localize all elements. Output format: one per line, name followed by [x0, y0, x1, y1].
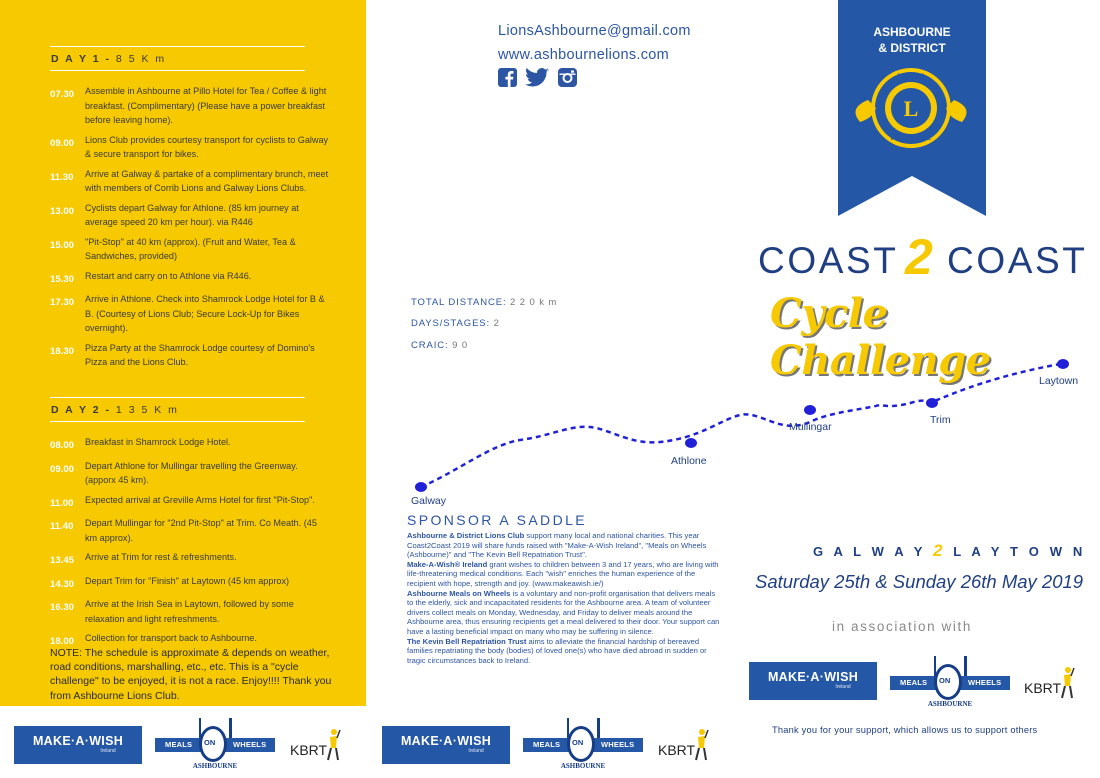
- day1-label: D A Y 1 -: [51, 53, 112, 65]
- gl-two: 2: [933, 541, 947, 560]
- schedule-row: [50, 493, 330, 512]
- route-stop-athlone: [685, 438, 697, 448]
- schedule-time: 11.00: [50, 497, 74, 509]
- sponsor-p2-body: grant wishes to children between 3 and 17 years, who are living with life-threatening medical conditions. Each "wish" enriches the human experience of the recipient with hope, strength and joy. (www.makeawish.ie/): [407, 559, 719, 588]
- make-a-wish-sub: Ireland: [100, 748, 116, 754]
- make-a-wish-logo-3: [749, 662, 877, 700]
- meals-on-wheels-logo-3: [890, 654, 1010, 712]
- website-link[interactable]: www.ashbournelions.com: [498, 47, 670, 63]
- gl-right: L A Y T O W N: [946, 544, 1086, 559]
- day1-distance: 8 5 K m: [111, 53, 167, 65]
- facebook-icon[interactable]: [498, 68, 517, 87]
- contact-block: [498, 19, 691, 67]
- schedule-row: [50, 516, 330, 545]
- schedule-time: 09.00: [50, 137, 75, 149]
- make-a-wish-logo: [14, 726, 142, 764]
- meals-on-wheels-logo-2: [523, 716, 643, 774]
- schedule-desc: Restart and carry on to Athlone via R446.: [85, 270, 252, 281]
- sponsor-heading: SPONSOR A SADDLE: [407, 512, 588, 528]
- instagram-icon[interactable]: [558, 68, 577, 87]
- schedule-desc: Cyclists depart Galway for Athlone. (85 km journey at average speed 20 km per hour). via R446: [85, 202, 299, 227]
- kbrt-logo-3: [1024, 664, 1084, 704]
- schedule-time: 14.30: [50, 578, 75, 590]
- association-text: in association with: [832, 619, 972, 634]
- mow-meals: MEALS: [165, 740, 193, 749]
- twitter-icon[interactable]: [525, 68, 549, 87]
- schedule-desc: Breakfast in Shamrock Lodge Hotel.: [85, 437, 231, 447]
- mow-meals-2: MEALS: [533, 740, 561, 749]
- sponsor-p2: [407, 560, 720, 589]
- title-coast-left: COAST: [758, 240, 899, 281]
- schedule-desc: Assemble in Ashbourne at Pillo Hotel for Tea / Coffee & light breakfast. (Complimentary) (Please have a power breakfast before leaving home).: [85, 86, 327, 125]
- logo-strip-left: [0, 716, 366, 774]
- banner-line1: ASHBOURNE: [873, 25, 951, 39]
- sponsor-p4-body: aims to alleviate the financial hardship of bereaved families repatriating the body (bodies) of loved one(s) who have died abroad in sudden or tragic circumstances back to Ireland.: [407, 636, 707, 665]
- schedule-time: 15.00: [50, 239, 75, 251]
- make-a-wish-logo-2: [382, 726, 510, 764]
- schedule-time: 11.30: [50, 171, 74, 183]
- make-a-wish-sub-3: Ireland: [835, 684, 851, 690]
- schedule-row: [50, 341, 330, 370]
- kbrt-text-2: KBRT: [658, 742, 696, 758]
- sponsor-p3-body: is a voluntary and non-profit organisation that delivers meals to the elderly, sick and incapacitated residents for the Ashbourne area. A team of volunteer drivers collect meals on Monday, Wednesday, and Friday to deliver meals around the Ashbourne area, thus ensuring recipients get a meal delivered to their door. Your support can have a lasting beneficial impact on many who may be suffering in silence.: [407, 588, 720, 636]
- mow-on-2: ON: [572, 738, 584, 747]
- lions-banner: [838, 0, 986, 218]
- sponsor-text: [407, 531, 720, 665]
- schedule-row: [50, 597, 330, 626]
- title-coast-right: COAST: [947, 240, 1088, 281]
- distance-value: 2 2 0 k m: [510, 297, 558, 308]
- craic-label: CRAIC:: [411, 339, 453, 351]
- schedule-desc: Depart Trim for "Finish" at Laytown (45 km approx): [85, 575, 290, 586]
- thanks-text: Thank you for your support, which allows us to support others: [772, 725, 1038, 735]
- emblem-international-text: INTERNATIONAL: [890, 136, 932, 142]
- make-a-wish-sub-2: Ireland: [468, 748, 484, 754]
- title-two: 2: [905, 229, 933, 285]
- day2-distance: 1 3 5 K m: [111, 404, 179, 416]
- schedule-row: [50, 435, 330, 454]
- schedule-row: [50, 235, 330, 264]
- emblem-lions-text: LIONS: [897, 72, 925, 82]
- schedule-desc: Lions Club provides courtesy transport for cyclists to Galway & secure transport for bikes.: [85, 134, 329, 159]
- sponsor-p4-bold: The Kevin Bell Repatriation Trust: [407, 636, 527, 646]
- title-cycle-challenge: Cycle Challenge: [770, 290, 991, 384]
- email-link[interactable]: LionsAshbourne@gmail.com: [498, 23, 691, 39]
- schedule-row: [50, 574, 330, 593]
- schedule-time: 07.30: [50, 89, 75, 100]
- schedule-row: [50, 269, 330, 288]
- galway-laytown: [813, 541, 1086, 561]
- mow-meals-3: MEALS: [900, 678, 928, 687]
- route-stop-galway: [415, 482, 427, 492]
- schedule-time: 08.00: [50, 440, 75, 451]
- mow-ashbourne: ASHBOURNE: [192, 762, 238, 770]
- label-galway: Galway: [411, 495, 447, 507]
- schedule-desc: Arrive at Trim for rest & refreshments.: [85, 552, 237, 562]
- schedule-time: 16.30: [50, 602, 75, 613]
- distance-label: TOTAL DISTANCE:: [411, 297, 511, 308]
- day2-header: [50, 397, 305, 422]
- mow-on: ON: [204, 738, 216, 747]
- banner-line2: & DISTRICT: [878, 41, 946, 55]
- logo-strip-middle: [366, 716, 736, 774]
- mow-on-3: ON: [939, 676, 951, 685]
- schedule-row: [50, 167, 330, 196]
- event-date: Saturday 25th & Sunday 26th May 2019: [755, 571, 1084, 592]
- sponsor-p1: [407, 531, 720, 560]
- mow-wheels-3: WHEELS: [968, 678, 1002, 687]
- day1-schedule: [50, 84, 330, 375]
- schedule-time: 15.30: [50, 273, 75, 285]
- schedule-time: 18.30: [50, 345, 75, 357]
- day2-label: D A Y 2 -: [51, 404, 112, 416]
- day2-schedule: [50, 435, 330, 655]
- kbrt-text: KBRT: [290, 742, 328, 758]
- kbrt-figure-icon: [1057, 666, 1075, 700]
- label-trim: Trim: [930, 414, 951, 426]
- sponsor-p1-body: support many local and national charities. This year Coast2Coast 2019 will share funds raised with "Make-A-Wish Ireland", "Meals on Wheels (Ashbourne)" and "The Kevin Bell Repatriation Trust".: [407, 531, 707, 560]
- mow-wheels: WHEELS: [233, 740, 267, 749]
- schedule-row: [50, 550, 330, 569]
- sponsor-p3: [407, 589, 720, 637]
- schedule-row: [50, 292, 330, 336]
- kbrt-logo-2: [658, 726, 718, 766]
- make-a-wish-text-2: MAKE·A·WISH: [400, 734, 492, 748]
- mow-plate-icon: [567, 726, 595, 762]
- schedule-desc: Expected arrival at Greville Arms Hotel for first "Pit-Stop".: [85, 494, 315, 505]
- route-stop-mullingar: [804, 405, 816, 415]
- schedule-note: NOTE: The schedule is approximate & depends on weather, road conditions, marshalling, etc., etc. This is a "cycle challenge" to be enjoyed, it is not a race. Enjoy!!!! Thank you from Ashbourne Lions Club.: [50, 647, 332, 702]
- label-mullingar: Mullingar: [789, 421, 832, 433]
- kbrt-figure-icon: [691, 728, 709, 762]
- gl-left: G A L W A Y: [813, 544, 934, 559]
- schedule-row: [50, 133, 330, 162]
- days-value: 2: [493, 318, 500, 330]
- meals-on-wheels-logo: [155, 716, 275, 774]
- schedule-row: [50, 459, 330, 488]
- sponsor-p3-bold: Ashbourne Meals on Wheels: [407, 588, 511, 598]
- schedule-desc: Depart Athlone for Mullingar travelling the Greenway. (apporx 45 km).: [85, 460, 298, 485]
- kbrt-logo: [290, 726, 350, 766]
- craic-value: 9 0: [452, 339, 469, 351]
- emblem-letter: L: [903, 96, 919, 121]
- sponsor-p4: [407, 637, 720, 666]
- make-a-wish-text-3: MAKE·A·WISH: [767, 670, 859, 684]
- sponsor-p1-bold: Ashbourne & District Lions Club: [407, 531, 525, 540]
- schedule-desc: Arrive at the Irish Sea in Laytown, followed by some relaxation and light refreshments.: [85, 599, 294, 624]
- schedule-time: 17.30: [50, 297, 75, 308]
- schedule-time: 11.40: [50, 521, 74, 532]
- label-athlone: Athlone: [671, 455, 707, 467]
- schedule-desc: Arrive at Galway & partake of a complimentary brunch, meet with members of Corrib Lions and Galway Lions Clubs.: [85, 168, 329, 193]
- kbrt-figure-icon: [323, 728, 341, 762]
- days-label: DAYS/STAGES:: [411, 318, 494, 330]
- schedule-row: [50, 84, 330, 128]
- schedule-desc: Pizza Party at the Shamrock Lodge courtesy of Domino's Pizza and the Lions Club.: [85, 342, 315, 367]
- schedule-time: 09.00: [50, 463, 75, 475]
- route-stop-trim: [926, 398, 938, 408]
- schedule-time: 18.00: [50, 636, 75, 647]
- make-a-wish-text: MAKE·A·WISH: [32, 734, 124, 748]
- days-stages: [411, 313, 557, 334]
- schedule-desc: Arrive in Athlone. Check into Shamrock Lodge Hotel for B & B. (Courtesy of Lions Club; Secure Lock-Up for Bikes overnight).: [85, 294, 325, 333]
- schedule-desc: "Pit-Stop" at 40 km (approx). (Fruit and Water, Tea & Sandwiches, provided): [85, 236, 296, 261]
- total-distance: [411, 292, 557, 313]
- schedule-desc: Collection for transport back to Ashbourne.: [85, 633, 257, 643]
- kbrt-text-3: KBRT: [1024, 680, 1062, 696]
- schedule-time: 13.00: [50, 205, 75, 217]
- mow-ashbourne-3: ASHBOURNE: [927, 700, 973, 708]
- day1-header: [50, 46, 305, 71]
- sponsor-p2-bold: Make-A-Wish® Ireland: [407, 559, 488, 569]
- mow-ashbourne-2: ASHBOURNE: [560, 762, 606, 770]
- mow-plate-icon: [199, 726, 227, 762]
- logo-strip-right: [736, 652, 1100, 714]
- schedule-panel: [0, 0, 366, 706]
- schedule-desc: Depart Mullingar for "2nd Pit-Stop" at Trim. Co Meath. (45 km approx).: [85, 518, 317, 543]
- label-laytown: Laytown: [1039, 375, 1079, 387]
- mow-wheels-2: WHEELS: [601, 740, 635, 749]
- stats-block: [411, 292, 557, 356]
- schedule-time: 13.45: [50, 555, 75, 566]
- schedule-row: [50, 201, 330, 230]
- mow-plate-icon: [934, 664, 962, 700]
